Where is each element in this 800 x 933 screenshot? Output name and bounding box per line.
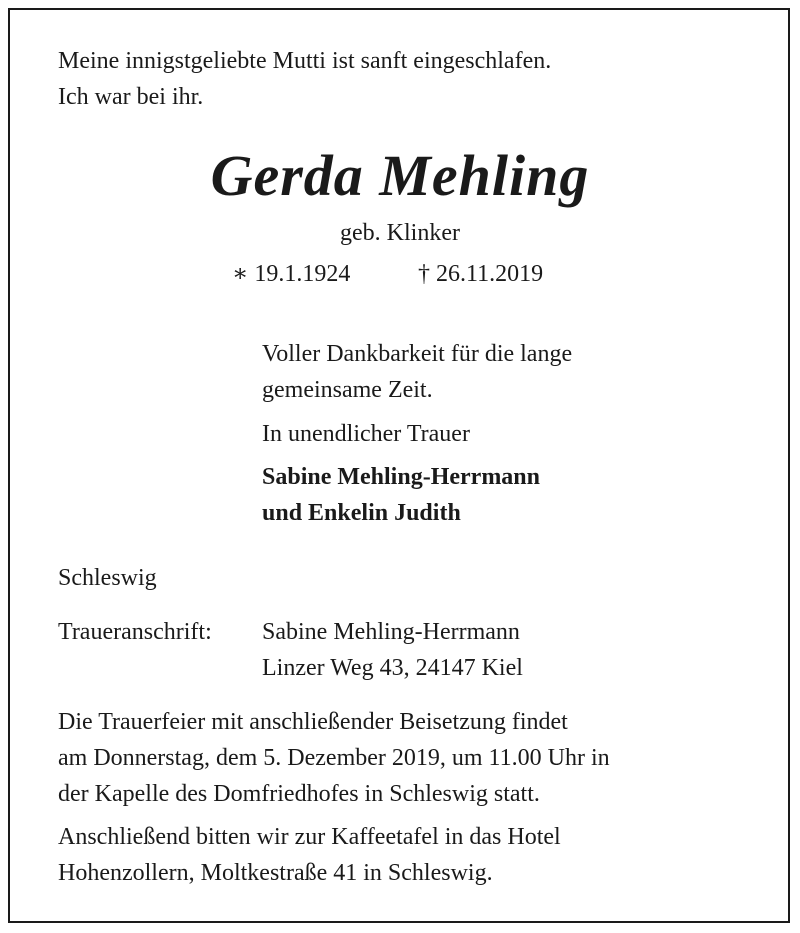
address-street: Linzer Weg 43, 24147 Kiel [262, 655, 523, 681]
service-line-3: der Kapelle des Domfriedhofes in Schleswig statt. [58, 781, 540, 807]
location: Schleswig [58, 565, 157, 591]
intro-line-1: Meine innigstgeliebte Mutti ist sanft eingeschlafen. [58, 48, 552, 74]
signer-line-1: Sabine Mehling-Herrmann [262, 464, 541, 490]
gratitude-line-1: Voller Dankbarkeit für die lange [262, 341, 573, 367]
reception-line-1: Anschließend bitten wir zur Kaffeetafel in das Hotel [58, 824, 561, 850]
maiden-name: geb. Klinker [340, 220, 460, 246]
deceased-name: Gerda Mehling [210, 143, 590, 208]
intro-line-2: Ich war bei ihr. [58, 84, 204, 110]
mourning-line: In unendlicher Trauer [262, 421, 470, 447]
address-name: Sabine Mehling-Herrmann [262, 619, 520, 645]
birth-date: ∗ 19.1.1924 [232, 261, 351, 287]
address-label: Traueranschrift: [58, 619, 212, 645]
service-line-1: Die Trauerfeier mit anschließender Beisetzung findet [58, 709, 568, 735]
gratitude-line-2: gemeinsame Zeit. [262, 377, 433, 403]
signer-line-2: und Enkelin Judith [262, 500, 461, 526]
death-date: † 26.11.2019 [418, 261, 544, 287]
service-line-2: am Donnerstag, dem 5. Dezember 2019, um 11.00 Uhr in [58, 745, 610, 771]
reception-line-2: Hohenzollern, Moltkestraße 41 in Schleswig. [58, 860, 493, 886]
